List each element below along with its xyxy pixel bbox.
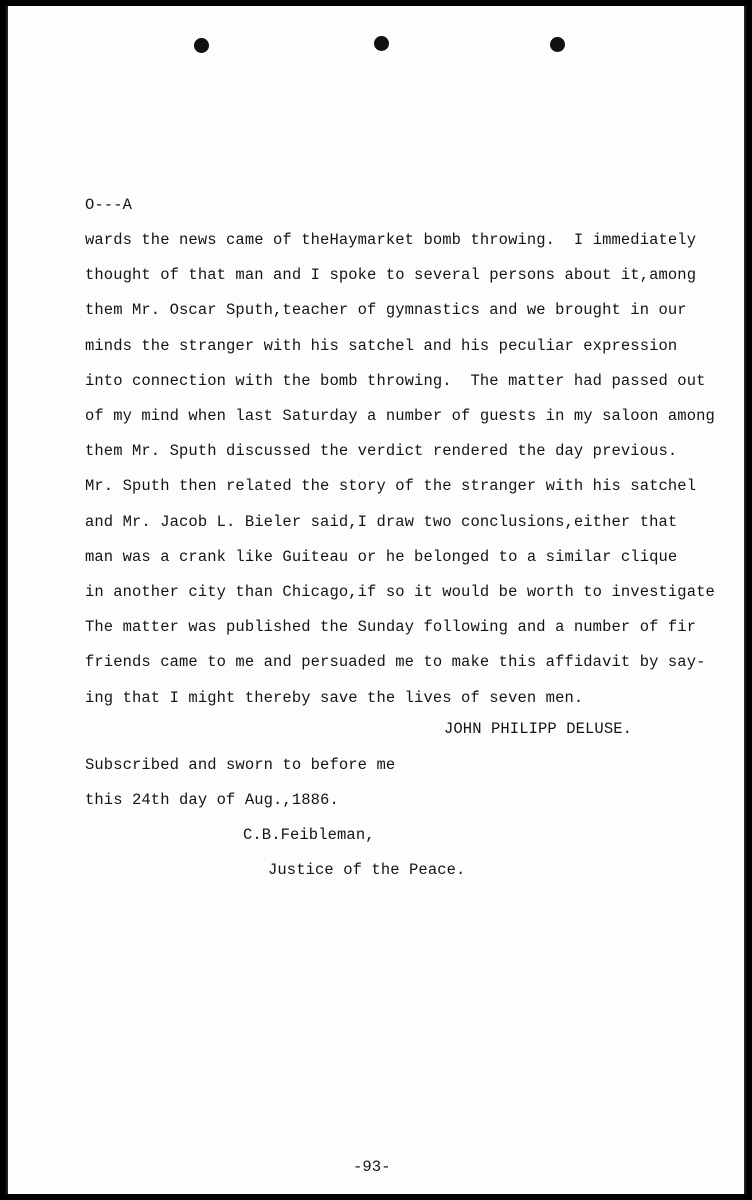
section-mark: O---A — [85, 196, 133, 214]
body-line: thought of that man and I spoke to several persons about it,among — [85, 266, 697, 285]
body-line: wards the news came of theHaymarket bomb throwing. I immediately — [85, 231, 697, 249]
punch-hole — [194, 38, 209, 53]
jurat-line-1: Subscribed and sworn to before me — [85, 756, 396, 774]
body-line: minds the stranger with his satchel and his peculiar expression — [85, 336, 678, 355]
punch-hole — [374, 36, 389, 51]
jurat-line-2: this 24th day of Aug.,1886. — [85, 791, 339, 809]
body-line: friends came to me and persuaded me to make this affidavit by say- — [85, 653, 706, 672]
punch-hole — [550, 37, 565, 52]
body-line: them Mr. Oscar Sputh,teacher of gymnastics and we brought in our — [85, 301, 687, 320]
signature-name: JOHN PHILIPP DELUSE. — [444, 720, 633, 738]
body-line: ing that I might thereby save the lives of seven men. — [85, 688, 584, 707]
body-line: in another city than Chicago,if so it would be worth to investigate — [85, 583, 715, 601]
officer-name: C.B.Feibleman, — [243, 826, 375, 844]
body-line: Mr. Sputh then related the story of the stranger with his satchel — [85, 477, 697, 496]
body-line: of my mind when last Saturday a number of guests in my saloon among — [85, 407, 715, 425]
body-line: into connection with the bomb throwing. The matter had passed out — [85, 371, 706, 390]
body-line: and Mr. Jacob L. Bieler said,I draw two conclusions,either that — [85, 512, 678, 531]
officer-title: Justice of the Peace. — [268, 861, 466, 879]
document-page — [6, 6, 746, 1194]
body-line: them Mr. Sputh discussed the verdict rendered the day previous. — [85, 442, 678, 461]
body-line: The matter was published the Sunday following and a number of fir — [85, 618, 697, 637]
page-number: -93- — [353, 1158, 391, 1176]
body-line: man was a crank like Guiteau or he belonged to a similar clique — [85, 547, 678, 566]
